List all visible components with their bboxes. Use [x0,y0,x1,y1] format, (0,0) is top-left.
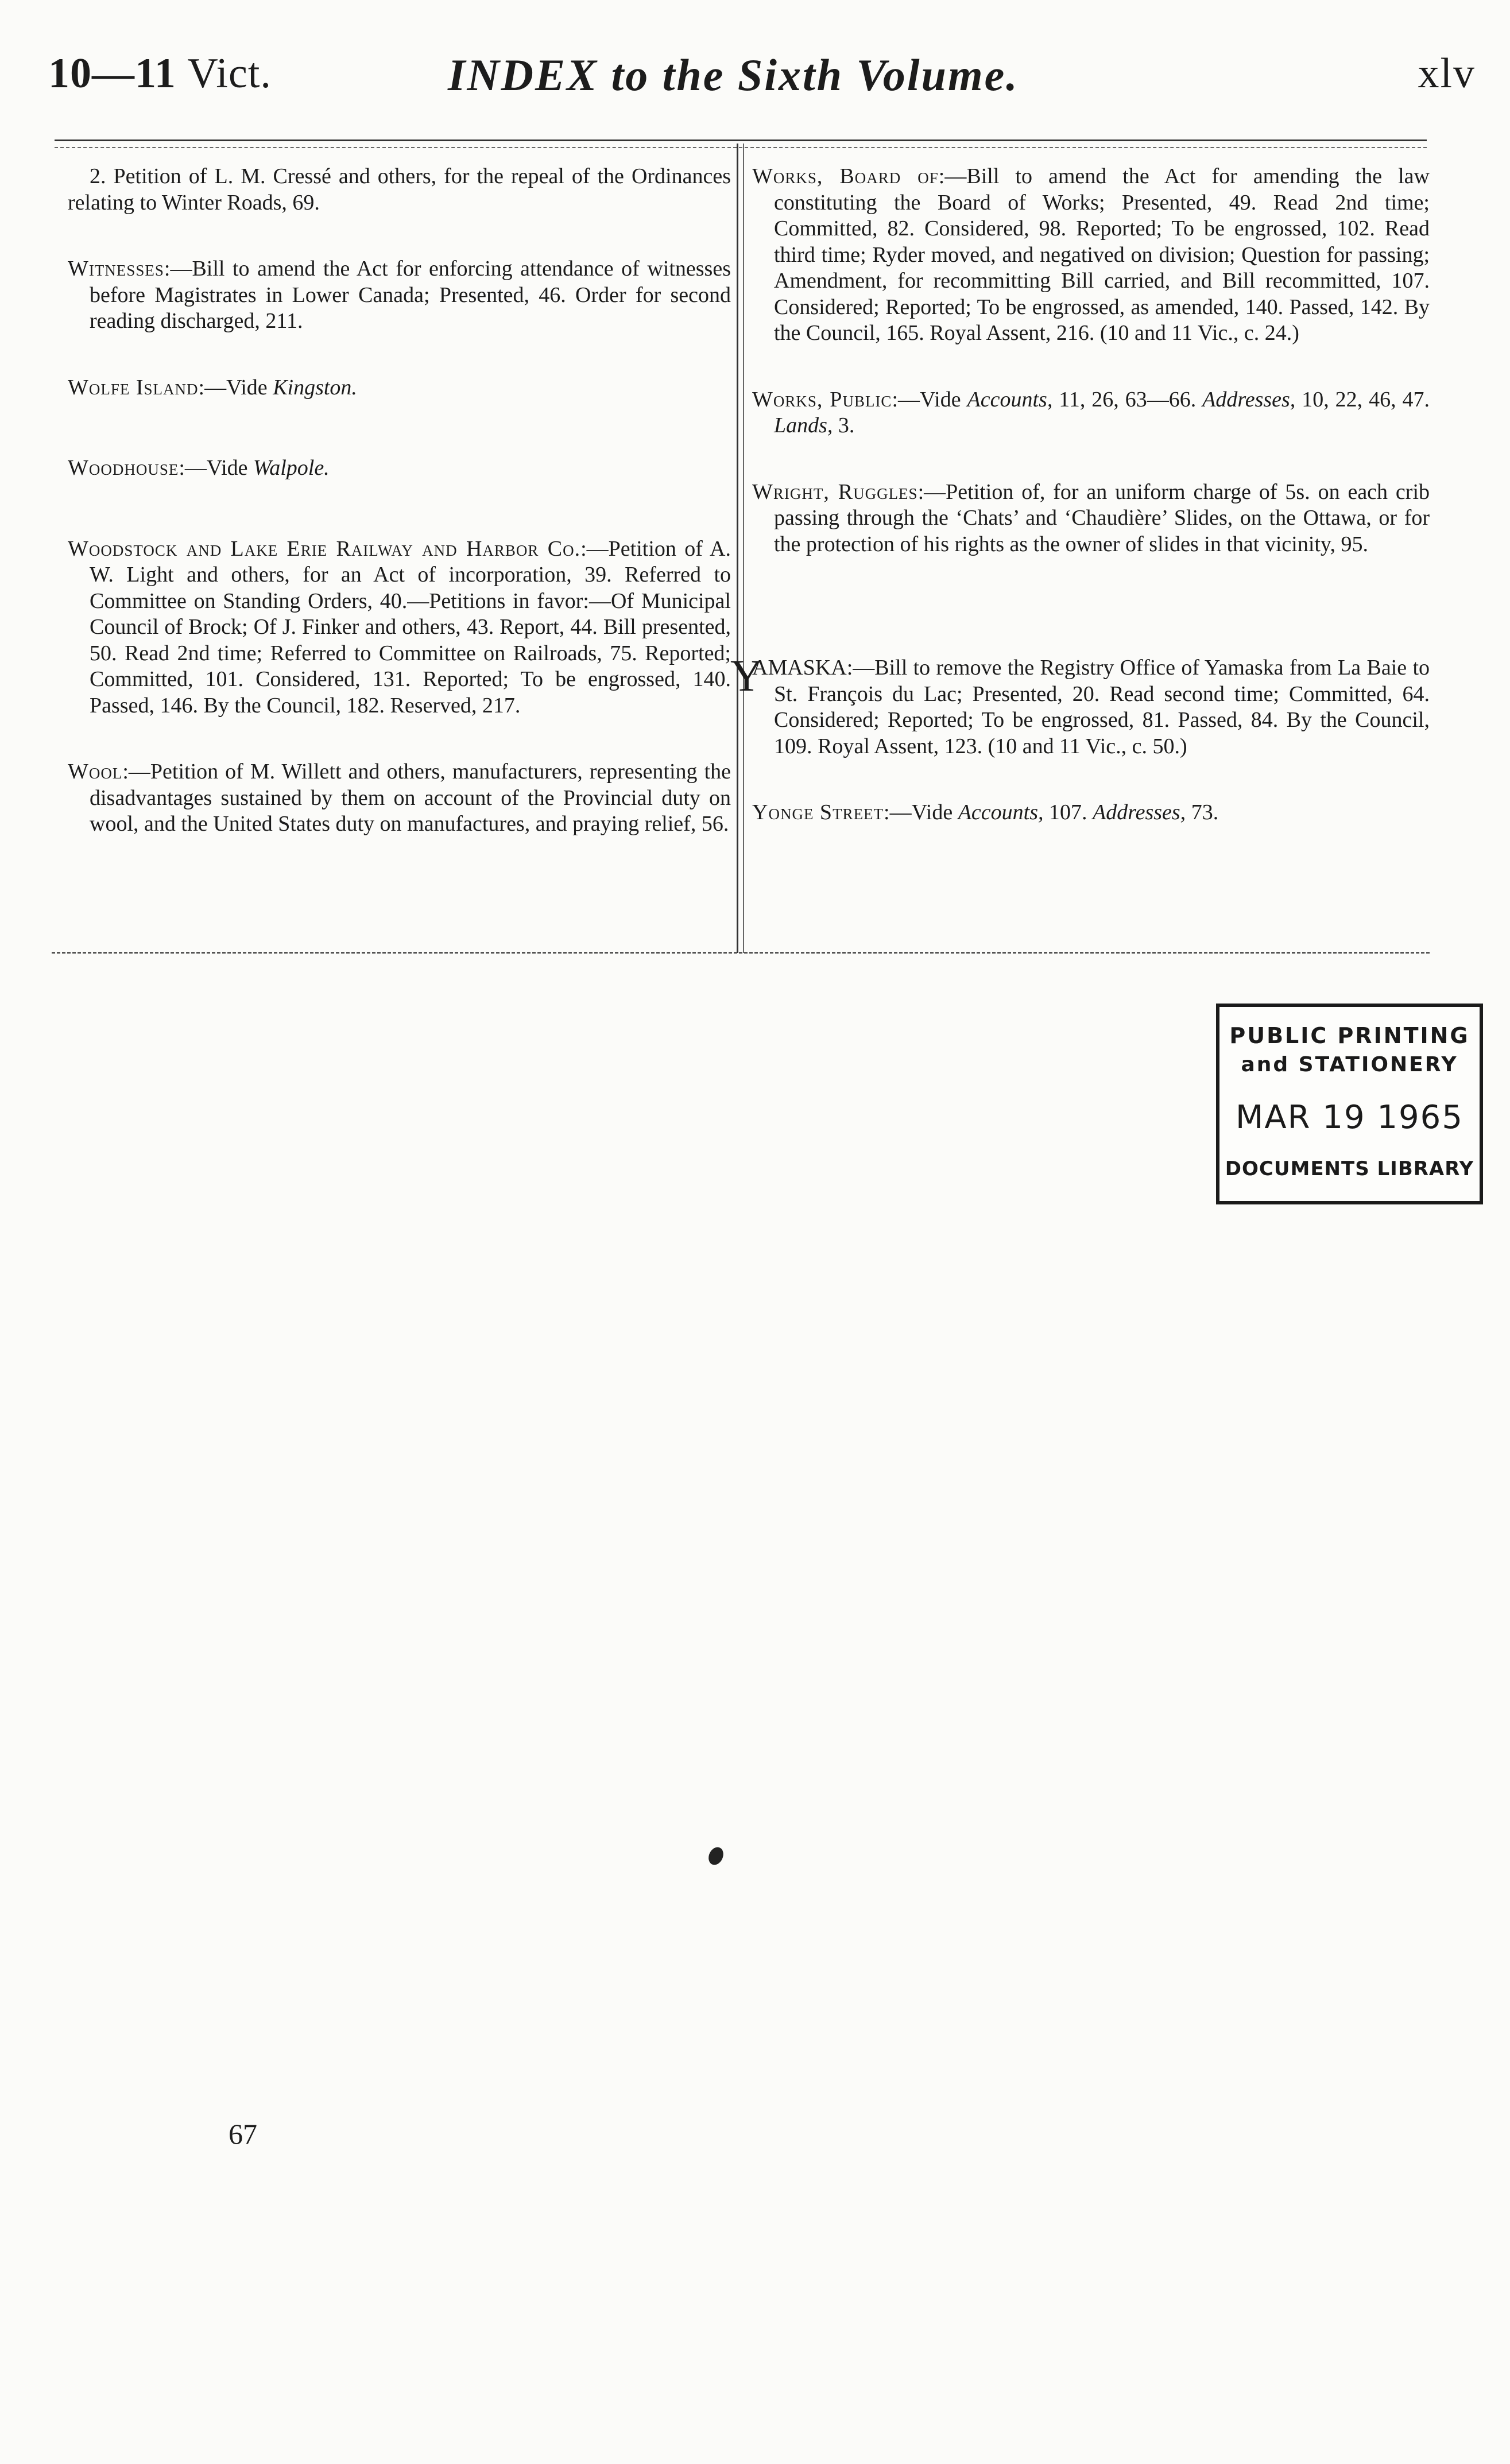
entry-text: 73. [1186,800,1219,824]
entry-text: :—Vide [198,375,273,400]
header-vict: Vict. [187,50,272,97]
header-years: 10—11 [48,50,176,97]
entry-text: :—Vide [179,456,254,480]
entry-witnesses [68,256,731,335]
header-page-roman: xlv [1418,50,1476,97]
entry-heading: Witnesses [68,257,164,281]
entry-heading: Wright, Ruggles [752,479,918,504]
entry-works-public [752,387,1430,439]
right-column [730,164,1430,826]
library-stamp [1216,1004,1483,1204]
entry-heading: Wool [68,760,123,784]
entry-reference: Lands, [774,413,833,437]
entry-woodhouse [68,455,731,482]
entry-text: 10, 22, 46, 47. [1295,387,1430,412]
entry-heading: Wolfe Island [68,375,199,400]
page-number: 67 [229,2118,257,2150]
stamp-line-1: PUBLIC PRINTING [1229,1023,1470,1048]
running-header [0,49,1510,107]
entry-reference: Accounts, [967,387,1053,412]
drop-cap-letter: Y [730,650,763,700]
entry-heading: Yonge Street [752,800,884,824]
entry-reference: Addresses, [1202,387,1296,412]
stamp-line-2: and STATIONERY [1241,1053,1458,1076]
entry-heading: Works, Board of [752,164,939,188]
entry-yonge-street [752,800,1430,826]
header-session [48,49,272,98]
top-rule [55,140,1427,141]
entry-wright-ruggles [752,479,1430,558]
entry-cresse-petition: 2. Petition of L. M. Cressé and others, for the repeal of the Ordinances relating to Winter Roads, 69. [68,164,731,215]
entry-text: :—Petition of A. W. Light and others, for an Act of incorporation, 39. Referred to Committee on Standing Orders, 40.—Petitions in favor:—Of Municipal Council of Brock; Of J. Finker and others, 43. Report, 44. Bill presented, 50. Read 2nd time; Referred to Committee on Railroads, 75. Reported; Committed, 101. Considered, 131. Reported; To be engrossed, 140. Passed, 146. By the Council, 182. Reserved, 217. [90,536,731,718]
entry-reference: Walpole. [253,456,330,480]
entry-text: :—Petition of M. Willett and others, manufacturers, representing the disadvantages sustained by them on account of the Provincial duty on wool, and the United States duty on manufactures, and praying relief, 56. [90,760,731,836]
stamp-date: MAR 19 1965 [1236,1099,1463,1136]
entry-reference: Kingston. [273,375,357,400]
entry-reference: Addresses, [1093,800,1186,824]
entry-wolfe-island [68,375,731,401]
entry-text: :—Vide [892,387,967,412]
entry-text: 11, 26, 63—66. [1052,387,1203,412]
entry-wool [68,759,731,838]
entry-yamaska [730,650,1430,760]
entry-heading: AMASKA [752,656,847,680]
entry-heading: Woodstock and Lake Erie Railway and Harbor Co. [68,536,581,561]
left-column [68,164,731,838]
entry-reference: Accounts, [958,800,1044,824]
stamp-line-4: DOCUMENTS LIBRARY [1225,1157,1474,1180]
entry-text: 3. [833,413,855,437]
bottom-rule [52,952,1430,954]
entry-text: :—Bill to amend the Act for enforcing attendance of witnesses before Magistrates in Lower Canada; Presented, 46. Order for second reading discharged, 211. [90,257,731,333]
entry-works-board [752,164,1430,347]
header-title: INDEX to the Sixth Volume. [448,50,1019,100]
entry-text: :—Bill to amend the Act for amending the law constituting the Board of Works; Presented, 49. Read 2nd time; Committed, 82. Considered, 98. Reported; To be engrossed, 102. Read third time; Ryder moved, and negatived on division; Question for passing; Amendment, for recommitting Bill carried, and Bill recommitted, 107. Considered; Reported; To be engrossed, as amended, 140. Passed, 142. By the Council, 165. Royal Assent, 216. (10 and 11 Vic., c. 24.) [774,164,1430,345]
column-divider [737,144,744,953]
ink-blot [706,1845,726,1867]
entry-heading: Works, Public [752,387,892,412]
entry-text: :—Bill to remove the Registry Office of Yamaska from La Baie to St. François du Lac; Presented, 20. Read second time; Committed, 64. Considered; Reported; To be engrossed, 81. Passed, 84. By the Council, 109. Royal Assent, 123. (10 and 11 Vic., c. 50.) [774,656,1430,758]
entry-text: :—Vide [884,800,958,824]
entry-text: 107. [1043,800,1093,824]
entry-heading: Woodhouse [68,456,179,480]
entry-woodstock-railway [68,536,731,719]
entry-text: :—Petition of, for an uniform charge of 5s. on each crib passing through the ‘Chats’ and ‘Chaudière’ Slides, on the Ottawa, or for the protection of his rights as the owner of slides in that vicinity, 95. [774,479,1430,556]
